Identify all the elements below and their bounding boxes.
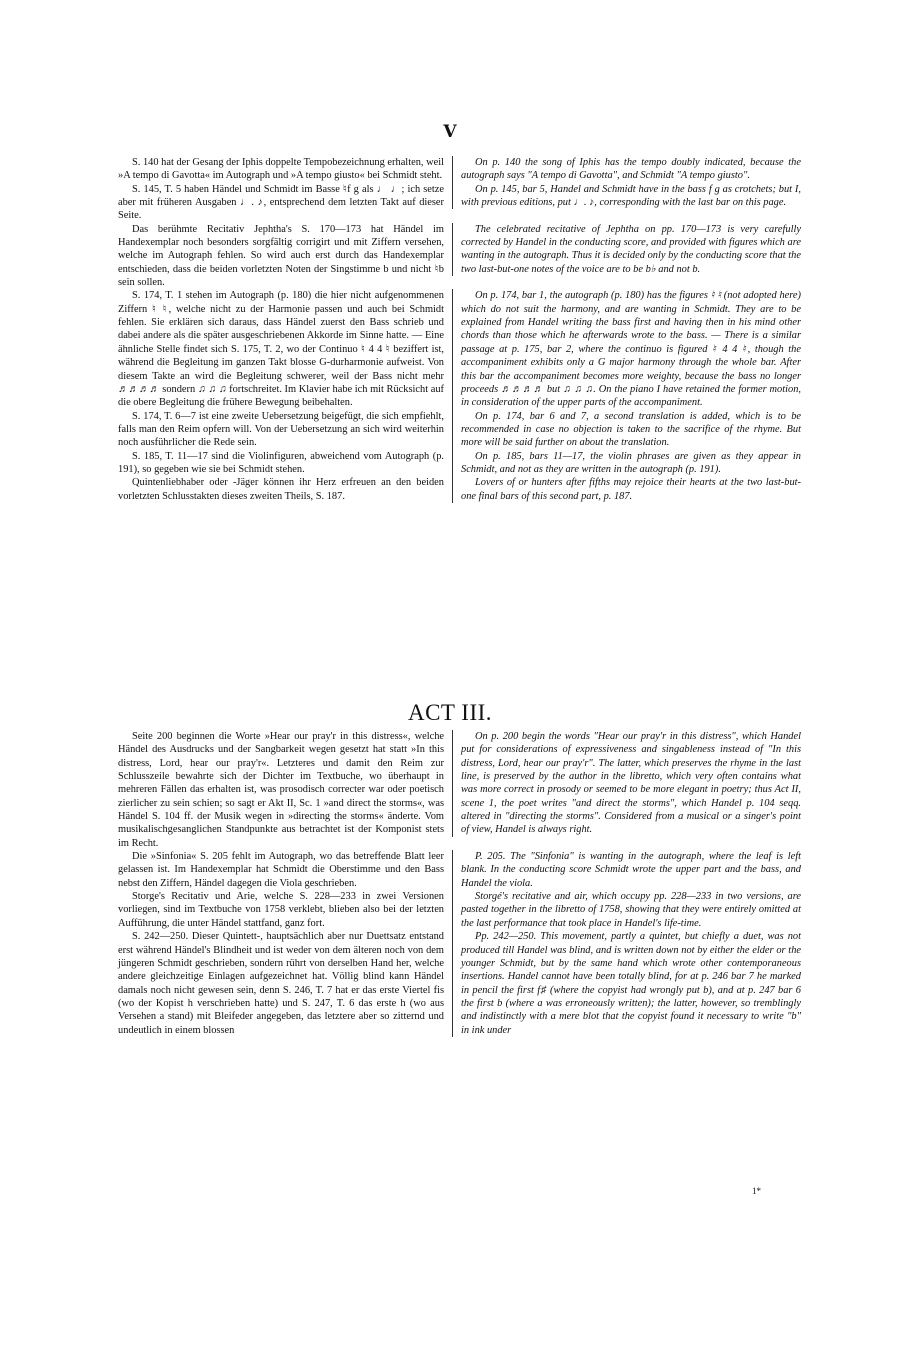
english-paragraph: The celebrated recitative of Jephtha on pp. 170—173 is very carefully corrected by Handel in the conducting score, and provided with figures which are wanting in the autograph. Thus it is decided only by the conducting score that the two last-but-one notes of the voice are to be b♭ and not b. bbox=[461, 223, 801, 275]
german-paragraph: Die »Sinfonia« S. 205 fehlt im Autograph, wo das betreffende Blatt leer gelassen ist. Im Handexemplar hat Schmidt die Oberstimme und den Bass nebst den Ziffern, Händel dagegen die Viola geschrieben. bbox=[118, 851, 444, 889]
paragraph-pair bbox=[118, 930, 801, 1037]
german-column bbox=[118, 223, 452, 290]
german-column bbox=[118, 930, 452, 1037]
english-paragraph: Lovers of or hunters after fifths may rejoice their hearts at the two last-but-one final bars of this second part, p. 187. bbox=[461, 477, 801, 502]
english-paragraph: On p. 174, bar 6 and 7, a second translation is added, which is to be recommended in case no objection is taken to the sacrifice of the rhyme. But more will be said further on about the translation. bbox=[461, 410, 801, 449]
german-paragraph: S. 140 hat der Gesang der Iphis doppelte Tempobezeichnung erhalten, weil »A tempo di Gavotta« im Autograph und »A tempo giusto« bei Schmidt steht. bbox=[118, 157, 444, 182]
english-paragraph: On p. 185, bars 11—17, the violin phrases are given as they appear in Schmidt, and not as they are written in the autograph (p. 191). bbox=[461, 450, 801, 475]
english-column bbox=[452, 730, 801, 837]
section-act-ii-notes bbox=[118, 156, 801, 503]
german-column bbox=[118, 156, 452, 183]
english-paragraph: P. 205. The "Sinfonia" is wanting in the autograph, where the leaf is left blank. In the conducting score Schmidt wrote the upper part and the bass, and Handel the viola. bbox=[461, 851, 801, 889]
section-act-iii-notes bbox=[118, 730, 801, 1037]
german-paragraph: Das berühmte Recitativ Jephtha's S. 170—173 hat Händel im Handexemplar noch besonders sorgfältig corrigirt und mit Ziffern versehen, welche im Autograph fehlen. So wird auch erst durch das Handexemplar entschieden, dass die beiden vorletzten Noten der Singstimme b und nicht ♮b sein sollen. bbox=[118, 223, 444, 289]
english-column bbox=[452, 156, 801, 183]
german-column bbox=[118, 450, 452, 477]
english-paragraph: On p. 200 begin the words "Hear our pray'r in this distress", which Handel put for considerations of expressiveness and singableness instead of "In this distress, Lord, hear our pray'r". The latter, which preserves the rhyme in the last line, is preserved by the author in the libretto, which very often contains what was more correct in prosody or seemed to be more elegant in poetry; thus Act II, scene 1, the poet writes "and direct the storms", which Handel p. 104 seqq. altered in "directing the storms". Considered from a musical or a singer's point of view, Handel is always right. bbox=[461, 731, 801, 836]
english-column bbox=[452, 183, 801, 210]
paragraph-pair bbox=[118, 156, 801, 183]
german-column bbox=[118, 410, 452, 450]
english-column bbox=[452, 223, 801, 276]
german-column bbox=[118, 850, 452, 890]
paragraph-pair bbox=[118, 850, 801, 890]
german-paragraph: Seite 200 beginnen die Worte »Hear our pray'r in this distress«, welche Händel des Ausdrucks und der Sangbarkeit wegen gesetzt hat statt »In this distress, Lord, hear our pray'r«. Letzteres und damit den Reim zur Schlusszeile bewahrte sich der Dichter im Textbuche, wo überhaupt in mehreren Fällen das erhalten ist, was prosodisch correcter war oder poetisch zierlicher zu sein schien; so sagt er Akt II, Sc. 1 »and direct the storms«, was Händel S. 104 ff. der Musik wegen in »directing the storms« änderte. Vom musikalischgesanglichen Standpunkte aus betrachtet ist der Komponist stets im Recht. bbox=[118, 731, 444, 849]
paragraph-pair bbox=[118, 450, 801, 477]
signature-mark: 1* bbox=[752, 1186, 761, 1196]
german-column bbox=[118, 476, 452, 503]
paragraph-pair bbox=[118, 476, 801, 503]
act-heading: ACT III. bbox=[407, 700, 493, 725]
german-paragraph: S. 242—250. Dieser Quintett-, hauptsächlich aber nur Duettsatz entstand erst während Händel's Blindheit und ist weder von dem älteren noch von dem jüngeren Schmidt geschrieben, sondern rührt von derselben Hand her, welche andere gleichzeitige Einlagen aufgezeichnet hat. Völlig blind kann Händel damals noch nicht gewesen sein, denn S. 246, T. 7 hat er das erste Viertel fis (wo der Kopist h verschrieben hatte) und S. 247, T. 6 das erste h (wo aus Versehen a stand) mit Bleifeder angegeben, das letztere aber so zitternd und undeutlich in einem blossen bbox=[118, 931, 444, 1036]
german-column bbox=[118, 183, 452, 223]
german-column bbox=[118, 289, 452, 409]
german-paragraph: S. 174, T. 6—7 ist eine zweite Uebersetzung beigefügt, die sich empfiehlt, falls man den Reim opfern will. Von der Uebersetzung an sich wird weiterhin noch ausführlicher die Rede sein. bbox=[118, 410, 444, 449]
english-column bbox=[452, 289, 801, 409]
paragraph-pair bbox=[118, 223, 801, 290]
german-column bbox=[118, 730, 452, 850]
german-paragraph: S. 174, T. 1 stehen im Autograph (p. 180) die hier nicht aufgenommenen Ziffern ♮ ♮, welche nicht zu der Harmonie passen und auch bei Schmidt fehlen. Sie erklären sich daraus, dass Händel zuerst den Bass schrieb und dabei andere als die später ausgeschriebenen Akkorde im Sinne hatte. — Eine ähnliche Stelle findet sich S. 175, T. 2, wo der Continuo ♮ 4 4 ♮ beziffert ist, während die Begleitung im ganzen Takt blosse G-durharmonie aufweist. Von diesem Takte an wird die Begleitung schwerer, weil der Bass nicht mehr ♬♬♬♬ sondern ♫ ♫ ♫ fortschreitet. Im Klavier habe ich mit Rücksicht auf die obere Begleitung die frühere Bewegung beibehalten. bbox=[118, 290, 444, 409]
german-column bbox=[118, 890, 452, 930]
page-number: V bbox=[443, 122, 457, 142]
paragraph-pair bbox=[118, 890, 801, 930]
english-paragraph: Pp. 242—250. This movement, partly a quintet, but chiefly a duet, was not produced till Handel was blind, and is written down not by either the elder or the younger Schmidt, but by the same hand which wrote other contemporaneous insertions. Handel cannot have been totally blind, for at p. 246 bar 7 he marked in pencil the first f♯ (where the copyist had wrongly put b), and at p. 247 bar 6 the first b (where a was erroneously written); the latter, however, so tremblingly and indistinctly with a mere blot that the copyist found it necessary to write "b" in ink under bbox=[461, 931, 801, 1036]
english-column bbox=[452, 930, 801, 1037]
german-paragraph: S. 185, T. 11—17 sind die Violinfiguren, abweichend vom Autograph (p. 191), so gegeben wie sie bei Schmidt stehen. bbox=[118, 450, 444, 475]
german-paragraph: Storge's Recitativ und Arie, welche S. 228—233 in zwei Versionen vorliegen, sind im Textbuche von 1758 verklebt, blieben also bei der letzten Aufführung, die unter Händel stattfand, ganz fort. bbox=[118, 891, 444, 929]
english-paragraph: Storgé's recitative and air, which occupy pp. 228—233 in two versions, are pasted together in the libretto of 1758, showing that they were entirely omitted at the last performance that took place in Handel's life-time. bbox=[461, 891, 801, 929]
paragraph-pair bbox=[118, 730, 801, 850]
german-paragraph: S. 145, T. 5 haben Händel und Schmidt im Basse ♮f g als ♩ ♩; ich setze aber mit früheren Ausgaben ♩. ♪, entsprechend dem letzten Takt auf dieser Seite. bbox=[118, 183, 444, 222]
english-column bbox=[452, 850, 801, 890]
paragraph-pair bbox=[118, 183, 801, 223]
english-column bbox=[452, 410, 801, 450]
english-column bbox=[452, 890, 801, 930]
english-paragraph: On p. 145, bar 5, Handel and Schmidt have in the bass f g as crotchets; but I, with previous editions, put ♩. ♪, corresponding with the last bar on this page. bbox=[461, 183, 801, 209]
german-paragraph: Quintenliebhaber oder -Jäger können ihr Herz erfreuen an den beiden vorletzten Schlusstakten dieses zweiten Theils, S. 187. bbox=[118, 477, 444, 502]
english-column bbox=[452, 450, 801, 477]
english-paragraph: On p. 140 the song of Iphis has the tempo doubly indicated, because the autograph says "A tempo di Gavotta", and Schmidt "A tempo giusto". bbox=[461, 157, 801, 182]
paragraph-pair bbox=[118, 410, 801, 450]
english-column bbox=[452, 476, 801, 503]
english-paragraph: On p. 174, bar 1, the autograph (p. 180) has the figures ♮ ♮ (not adopted here) which do not suit the harmony, and are wanting in Schmidt. They are to be explained from Handel writing the bass first and having then in his mind other chords than those which he afterwards wrote to the bass. — There is a similar passage at p. 175, bar 2, where the continuo is figured ♮ 4 4 ♮, though the accompaniment exhibits only a G major harmony through the whole bar. After this bar the accompaniment becomes more weighty, because the bass no longer proceeds ♬♬♬♬ but ♫ ♫ ♫. On the piano I have retained the former motion, in consideration of the upper parts of the accompaniment. bbox=[461, 290, 801, 409]
paragraph-pair bbox=[118, 289, 801, 409]
